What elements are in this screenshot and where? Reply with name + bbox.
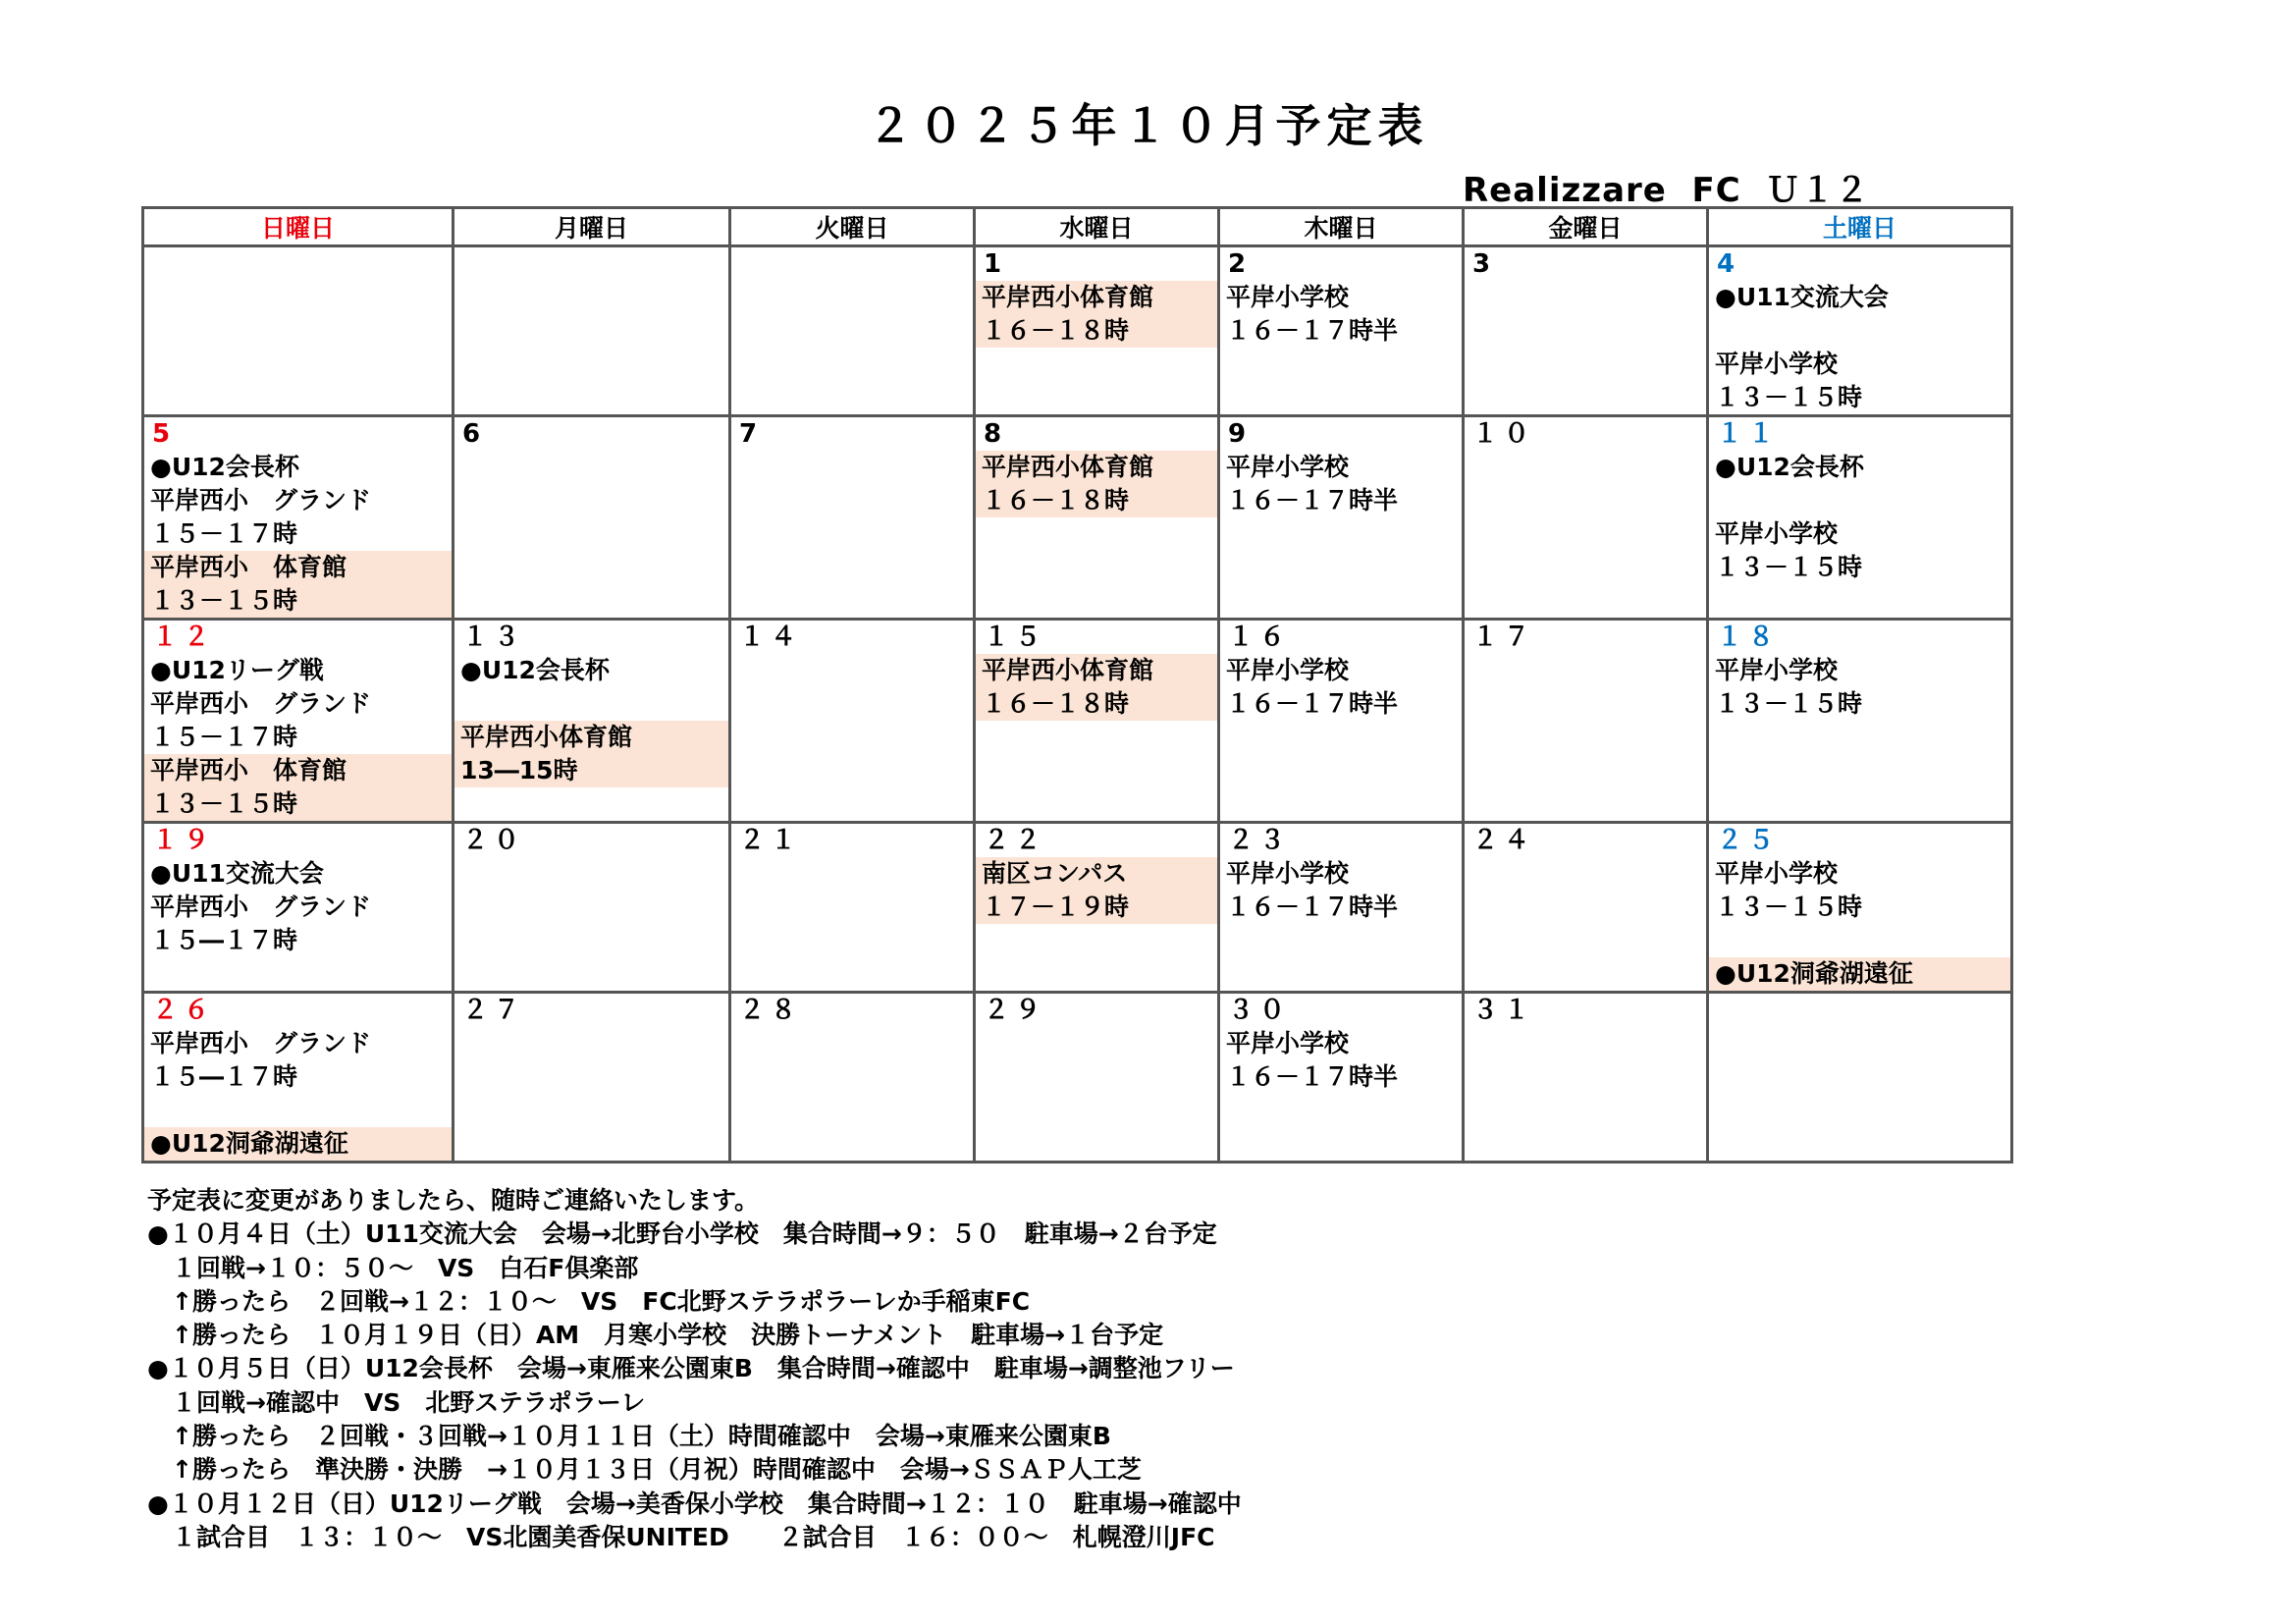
day-cell — [1708, 246, 2012, 416]
calendar-week-row — [143, 993, 2012, 1163]
event-line: 平岸小学校 — [1715, 519, 1839, 548]
event-line-highlighted: １６－１８時 — [976, 314, 1217, 348]
day-number: １４ — [739, 623, 803, 652]
event-line: ●U12会長杯 — [150, 453, 299, 481]
weekday-tuesday: 火曜日 — [730, 208, 975, 246]
day-number: ３１ — [1472, 996, 1536, 1025]
day-number: ２５ — [1717, 826, 1781, 855]
weekday-sunday: 日曜日 — [143, 208, 454, 246]
day-number: ２７ — [462, 996, 526, 1025]
weekday-saturday: 土曜日 — [1708, 208, 2012, 246]
calendar-week-row — [143, 246, 2012, 416]
calendar-body — [143, 246, 2012, 1163]
event-line: １５－１７時 — [150, 723, 298, 751]
event-line-highlighted: １７－１９時 — [976, 891, 1217, 924]
day-cell — [1464, 823, 1708, 993]
day-number: １５ — [984, 623, 1047, 652]
day-number: １８ — [1717, 623, 1781, 652]
day-cell — [454, 993, 730, 1163]
day-cell — [1464, 416, 1708, 620]
note-line: ●１０月５日（日）U12会長杯 会場→東雁来公園東B 集合時間→確認中 駐車場→調整池フリー — [147, 1354, 1235, 1383]
day-cell — [1219, 246, 1464, 416]
day-cell — [730, 246, 975, 416]
day-cell — [1708, 823, 2012, 993]
day-cell — [730, 993, 975, 1163]
day-number: ２９ — [984, 996, 1047, 1025]
day-cell — [975, 993, 1219, 1163]
event-line-highlighted: 平岸西小 体育館 — [144, 551, 452, 584]
day-cell — [730, 823, 975, 993]
event-line: １３－１５時 — [1715, 893, 1863, 921]
note-line: 予定表に変更がありましたら、随時ご連絡いたします。 — [147, 1186, 760, 1215]
day-number: 2 — [1228, 249, 1253, 279]
note-line: ↑勝ったら ２回戦・３回戦→１０月１１日（土）時間確認中 会場→東雁来公園東B — [147, 1422, 1111, 1451]
note-line: ●１０月４日（土）U11交流大会 会場→北野台小学校 集合時間→９：５０ 駐車場→２台予定 — [147, 1219, 1217, 1249]
event-line: ●U12会長杯 — [1715, 453, 1864, 481]
event-line: １５―１７時 — [150, 1062, 298, 1091]
day-number: 1 — [984, 249, 1008, 279]
calendar-week-row — [143, 823, 2012, 993]
event-line-highlighted: 平岸西小 体育館 — [144, 754, 452, 787]
event-line — [1709, 314, 2010, 348]
weekday-monday: 月曜日 — [454, 208, 730, 246]
note-line: １回戦→確認中 VS 北野ステラポラーレ — [147, 1387, 646, 1417]
event-line: １６－１７時半 — [1226, 893, 1399, 921]
event-line: 平岸小学校 — [1715, 859, 1839, 888]
day-number: １１ — [1717, 419, 1781, 449]
note-line: １試合目 １３：１０～ VS北園美香保UNITED ２試合目 １６：００～ 札幌澄川JFC — [147, 1522, 1215, 1551]
day-number: ２０ — [462, 826, 526, 855]
note-line: ↑勝ったら 準決勝・決勝 →１０月１３日（月祝）時間確認中 会場→ＳＳＡＰ人工芝 — [147, 1455, 1142, 1485]
day-cell — [975, 416, 1219, 620]
day-cell — [454, 246, 730, 416]
event-line: １５－１７時 — [150, 519, 298, 548]
weekday-thursday: 木曜日 — [1219, 208, 1464, 246]
day-cell — [1708, 620, 2012, 823]
event-line-highlighted: 平岸西小体育館 — [976, 654, 1217, 687]
event-line: 平岸西小 グランド — [150, 893, 372, 921]
weekday-header-row — [143, 208, 2012, 246]
event-line-highlighted: １３－１５時 — [144, 584, 452, 618]
event-line: 平岸小学校 — [1226, 859, 1350, 888]
event-line: 平岸小学校 — [1715, 350, 1839, 378]
day-cell — [1708, 416, 2012, 620]
event-line: １６－１７時半 — [1226, 1062, 1399, 1091]
event-line: １５―１７時 — [150, 926, 298, 954]
event-line: 平岸小学校 — [1226, 283, 1350, 311]
calendar-week-row — [143, 620, 2012, 823]
day-cell — [1219, 416, 1464, 620]
event-line: 平岸小学校 — [1226, 656, 1350, 684]
event-line — [144, 1094, 452, 1127]
event-line-highlighted: ●U12洞爺湖遠征 — [1709, 957, 2010, 991]
day-cell — [975, 620, 1219, 823]
day-number: 4 — [1717, 249, 1741, 279]
event-line-highlighted: １６－１８時 — [976, 484, 1217, 517]
day-cell — [1708, 993, 2012, 1163]
day-cell — [730, 620, 975, 823]
day-number: １７ — [1472, 623, 1536, 652]
event-line: ●U12会長杯 — [460, 656, 610, 684]
event-line: １６－１７時半 — [1226, 486, 1399, 514]
day-number: 8 — [984, 419, 1008, 449]
event-line-highlighted: １６－１８時 — [976, 687, 1217, 721]
day-number: ２３ — [1228, 826, 1292, 855]
day-number: １３ — [462, 623, 526, 652]
day-number: ２４ — [1472, 826, 1536, 855]
day-number: ２２ — [984, 826, 1047, 855]
event-line-highlighted: 平岸西小体育館 — [454, 721, 728, 754]
event-line-highlighted: 平岸西小体育館 — [976, 281, 1217, 314]
page-title: ２０２５年１０月予定表 — [867, 99, 1429, 152]
note-line: １回戦→１０：５０～ VS 白石F倶楽部 — [147, 1253, 639, 1282]
notes-section — [147, 1184, 1242, 1554]
day-cell — [143, 246, 454, 416]
day-cell — [1219, 993, 1464, 1163]
note-line: ↑勝ったら １０月１９日（日）AM 月寒小学校 決勝トーナメント 駐車場→１台予定 — [147, 1321, 1164, 1350]
event-line: ●U11交流大会 — [1715, 283, 1889, 311]
day-cell — [1219, 620, 1464, 823]
event-line: 平岸西小 グランド — [150, 689, 372, 718]
event-line-highlighted: 南区コンパス — [976, 857, 1217, 891]
day-cell — [975, 246, 1219, 416]
day-cell — [454, 823, 730, 993]
day-cell — [975, 823, 1219, 993]
event-line: 平岸小学校 — [1226, 1029, 1350, 1057]
event-line: １３－１５時 — [1715, 383, 1863, 411]
day-number: ２１ — [739, 826, 803, 855]
day-cell — [143, 620, 454, 823]
day-cell — [143, 823, 454, 993]
day-number: 6 — [462, 419, 487, 449]
team-name: Realizzare FC Ｕ１２ — [1463, 171, 1870, 210]
day-number: ２８ — [739, 996, 803, 1025]
day-number: １０ — [1472, 419, 1536, 449]
day-cell — [143, 993, 454, 1163]
calendar-week-row — [143, 416, 2012, 620]
day-number: ２６ — [152, 996, 216, 1025]
day-cell — [730, 416, 975, 620]
note-line: ↑勝ったら ２回戦→１２：１０～ VS FC北野ステラポラーレか手稲東FC — [147, 1286, 1031, 1316]
day-number: １２ — [152, 623, 216, 652]
day-number: １６ — [1228, 623, 1292, 652]
event-line: 平岸西小 グランド — [150, 486, 372, 514]
note-line: ●１０月１２日（日）U12リーグ戦 会場→美香保小学校 集合時間→１２：１０ 駐車場→確認中 — [147, 1489, 1242, 1518]
day-number: 5 — [152, 419, 177, 449]
day-cell — [454, 620, 730, 823]
day-cell — [143, 416, 454, 620]
day-number: ３０ — [1228, 996, 1292, 1025]
event-line: 平岸小学校 — [1226, 453, 1350, 481]
calendar-table — [141, 206, 2013, 1164]
day-cell — [1464, 620, 1708, 823]
event-line: １３－１５時 — [1715, 689, 1863, 718]
weekday-friday: 金曜日 — [1464, 208, 1708, 246]
day-number: １９ — [152, 826, 216, 855]
event-line: １３－１５時 — [1715, 553, 1863, 581]
event-line: 平岸西小 グランド — [150, 1029, 372, 1057]
event-line-highlighted: ●U12洞爺湖遠征 — [144, 1127, 452, 1161]
day-number: 7 — [739, 419, 764, 449]
event-line — [454, 687, 728, 721]
event-line-highlighted: 平岸西小体育館 — [976, 451, 1217, 484]
day-cell — [1464, 993, 1708, 1163]
event-line: ●U12リーグ戦 — [150, 656, 324, 684]
weekday-wednesday: 水曜日 — [975, 208, 1219, 246]
event-line-highlighted: 13―15時 — [454, 754, 728, 787]
day-number: 3 — [1472, 249, 1497, 279]
event-line: １６－１７時半 — [1226, 689, 1399, 718]
event-line-highlighted: １３－１５時 — [144, 787, 452, 821]
day-cell — [1219, 823, 1464, 993]
event-line: １６－１７時半 — [1226, 316, 1399, 345]
event-line: ●U11交流大会 — [150, 859, 324, 888]
day-cell — [454, 416, 730, 620]
day-cell — [1464, 246, 1708, 416]
event-line: 平岸小学校 — [1715, 656, 1839, 684]
event-line — [1709, 924, 2010, 957]
event-line — [1709, 484, 2010, 517]
day-number: 9 — [1228, 419, 1253, 449]
